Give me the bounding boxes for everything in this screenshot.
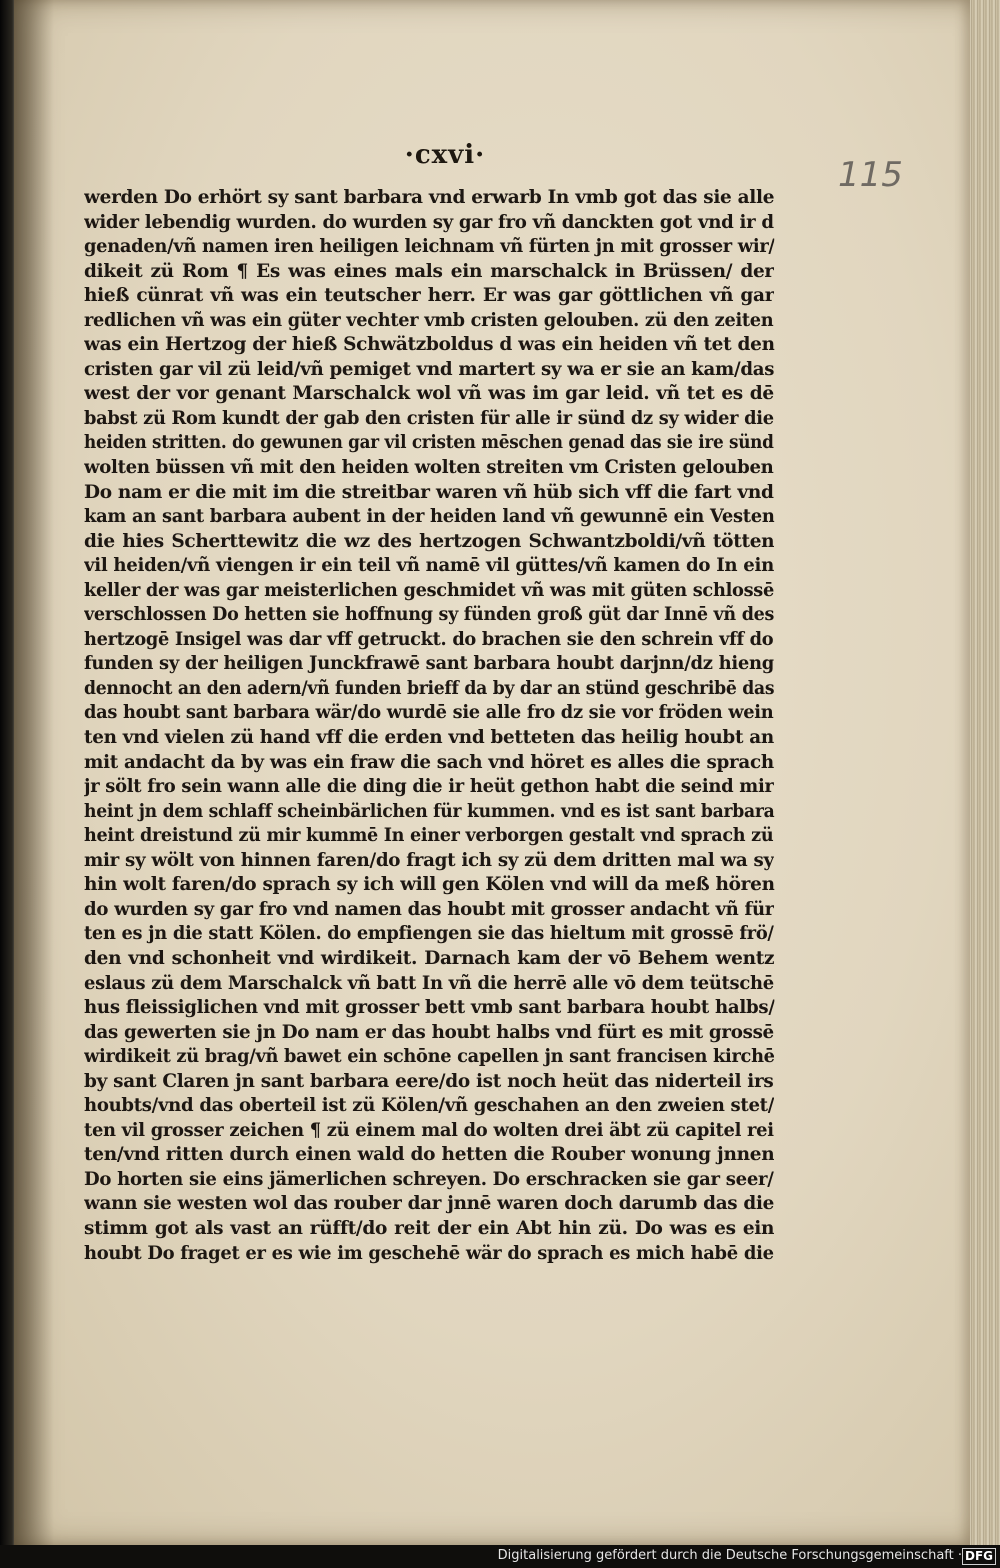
text-line: hin wolt faren/do sprach sy ich will gen Kölen vnd will da meß hören — [84, 874, 775, 896]
text-line: Do nam er die mit im die streitbar waren vñ hüb sich vff die fart vnd — [84, 481, 774, 503]
text-line: west der vor genant Marschalck wol vñ was im gar leid. vñ tet es dē — [84, 383, 774, 405]
text-line: dennocht an den adern/vñ funden brieff da by dar an stünd geschribē das — [84, 677, 775, 699]
folio-number: ·cxvi· — [404, 140, 486, 170]
text-line: houbts/vnd das oberteil ist zü Kölen/vñ geschahen an den zweien stet/ — [84, 1095, 775, 1117]
text-line: wolten büssen vñ mit den heiden wolten streiten vm Cristen gelouben — [84, 457, 774, 479]
text-line: hus fleissiglichen vnd mit grosser bett vmb sant barbara houbt halbs/ — [84, 997, 775, 1019]
text-line: ten/vnd ritten durch einen wald do hetten die Rouber wonung jnnen — [84, 1144, 774, 1166]
text-line: by sant Claren jn sant barbara eere/do ist noch heüt das niderteil irs — [84, 1070, 774, 1092]
text-line: das houbt sant barbara wär/do wurdē sie alle fro dz sie vor fröden wein — [84, 702, 774, 724]
text-line: was ein Hertzog der hieß Schwätzboldus d was ein heiden vñ tet den — [84, 334, 775, 356]
text-line: hertzogē Insigel was dar vff getruckt. do brachen sie den schrein vff do — [84, 628, 774, 650]
text-block — [84, 186, 774, 1266]
text-line: hieß cünrat vñ was ein teutscher herr. Er was gar göttlichen vñ gar — [84, 285, 774, 307]
text-line: vil heiden/vñ viengen ir ein teil vñ namē vil güttes/vñ kamen do In ein — [84, 555, 774, 577]
footer-bar — [0, 1545, 1000, 1568]
text-line: mir sy wölt von hinnen faren/do fragt ich sy zü dem dritten mal wa sy — [84, 849, 774, 871]
text-line: babst zü Rom kundt der gab den cristen für alle ir sünd dz sy wider die — [84, 407, 774, 429]
text-line: stimm got als vast an rüfft/do reit der ein Abt hin zü. Do was es ein — [84, 1217, 774, 1239]
text-line: funden sy der heiligen Junckfrawē sant barbara houbt darjnn/dz hieng — [84, 653, 774, 675]
text-line: heint dreistund zü mir kummē In einer verborgen gestalt vnd sprach zü — [84, 825, 774, 847]
pencil-page-number: 115 — [838, 155, 903, 195]
text-line: verschlossen Do hetten sie hoffnung sy fünden groß güt dar Innē vñ des — [84, 604, 775, 626]
text-line: die hies Scherttewitz die wz des hertzogen Schwantzboldi/vñ tötten — [84, 530, 774, 552]
text-line: werden Do erhört sy sant barbara vnd erwarb In vmb got das sie alle — [84, 187, 775, 208]
text-line: das gewerten sie jn Do nam er das houbt halbs vnd fürt es mit grossē — [84, 1021, 774, 1043]
text-line: jr sölt fro sein wann alle die ding die ir heüt gethon habt die seind mir — [84, 776, 774, 798]
text-line: heint jn dem schlaff scheinbärlichen für kummen. vnd es ist sant barbara — [84, 800, 775, 822]
text-line: houbt Do fraget er es wie im geschehē wär do sprach es mich habē die — [84, 1242, 774, 1264]
text-line: kam an sant barbara aubent in der heiden land vñ gewunnē ein Vesten — [84, 506, 775, 528]
text-line: Do horten sie eins jämerlichen schreyen. Do erschracken sie gar seer/ — [84, 1168, 774, 1190]
text-line: eslaus zü dem Marschalck vñ batt In vñ die herrē alle vō dem teütschē — [84, 972, 774, 994]
text-line: ten vil grosser zeichen ¶ zü einem mal do wolten drei äbt zü capitel rei — [84, 1119, 774, 1141]
text-line: den vnd schonheit vnd wirdikeit. Darnach kam der vō Behem wentz — [84, 947, 774, 969]
dfg-logo: DFG — [962, 1548, 996, 1565]
text-line: heiden stritten. do gewunen gar vil cristen mēschen genad das sie ire sünd — [84, 432, 774, 454]
footer-credit: Digitalisierung gefördert durch die Deutsche Forschungsgemeinschaft · — [497, 1548, 962, 1563]
text-line: dikeit zü Rom ¶ Es was eines mals ein marschalck in Brüssen/ der — [84, 260, 774, 282]
text-line: wann sie westen wol das rouber dar jnnē waren doch darumb das die — [84, 1193, 775, 1215]
text-line: keller der was gar meisterlichen geschmidet vñ was mit güten schlossē — [84, 579, 775, 601]
text-line: redlichen vñ was ein güter vechter vmb cristen gelouben. zü den zeiten — [84, 309, 774, 331]
text-line: cristen gar vil zü leid/vñ pemiget vnd martert sy wa er sie an kam/das — [84, 358, 774, 380]
text-line: ten vnd vielen zü hand vff die erden vnd betteten das heilig houbt an — [84, 727, 774, 749]
text-line: mit andacht da by was ein fraw die sach vnd höret es alles die sprach — [84, 751, 774, 773]
text-line: wirdikeit zü brag/vñ bawet ein schōne capellen jn sant francisen kirchē — [84, 1046, 775, 1068]
page-stack-edge — [966, 0, 1000, 1545]
text-line: genaden/vñ namen iren heiligen leichnam vñ fürten jn mit grosser wir/ — [84, 236, 775, 258]
text-line: ten es jn die statt Kölen. do empfiengen sie das hieltum mit grossē frö/ — [84, 923, 774, 945]
text-line: do wurden sy gar fro vnd namen das houbt mit grosser andacht vñ für — [84, 898, 775, 920]
spine-shadow — [14, 0, 54, 1545]
text-line: wider lebendig wurden. do wurden sy gar fro vñ danckten got vnd ir d — [84, 211, 774, 233]
